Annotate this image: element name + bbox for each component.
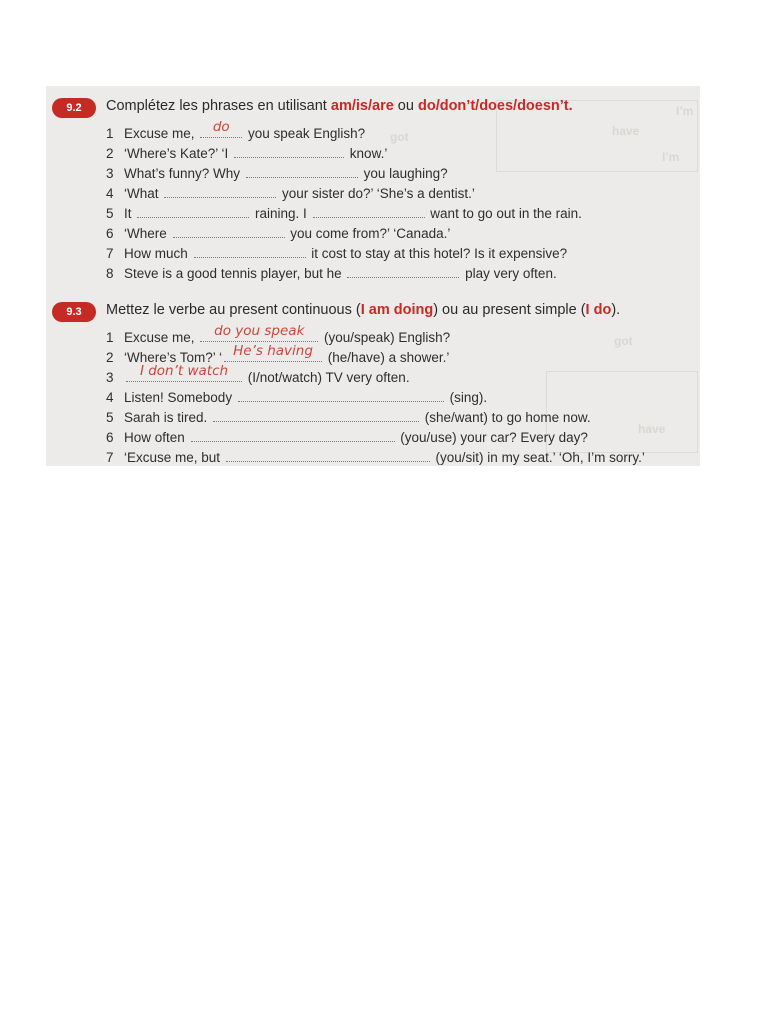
answer-blank[interactable] [126,363,242,382]
bleed-text: got [614,334,633,348]
exercise-instruction: Mettez le verbe au present continuous (I am doing) ou au present simple (I do). [106,302,621,318]
bleed-text: I’m [662,150,680,164]
bleed-text: got [390,130,409,144]
handwritten-answer: He’s having [233,343,313,359]
exercise-item: 7 ‘Excuse me, but (you/sit) in my seat.’ ‘Oh, I’m sorry.’ [106,450,645,465]
exercise-item: 7 How much it cost to stay at this hotel? Is it expensive? [106,246,568,261]
answer-blank[interactable] [313,206,425,218]
exercise-item: 8 Steve is a good tennis player, but he play very often. [106,266,557,281]
textbook-scan [46,86,700,466]
handwritten-answer: do you speak [214,323,305,339]
answer-blank[interactable] [137,206,249,218]
handwritten-answer: do [212,119,230,135]
exercise-item: 3 I don’t watch (I/not/watch) TV very often. [106,363,410,385]
bleed-text: I’m [676,104,694,118]
answer-blank[interactable] [191,430,395,442]
answer-blank[interactable] [234,146,344,158]
exercise-instruction: Complétez les phrases en utilisant am/is/are ou do/don’t/does/doesn’t. [106,98,573,114]
exercise-item: 3 What’s funny? Why you laughing? [106,166,448,181]
handwritten-answer: I don’t watch [139,363,229,379]
exercise-item: 2 ‘Where’s Kate?’ ‘I know.’ [106,146,388,161]
exercise-item: 6 How often (you/use) your car? Every day? [106,430,588,445]
exercise-item: 6 ‘Where you come from?’ ‘Canada.’ [106,226,451,241]
answer-blank[interactable] [164,186,276,198]
answer-blank[interactable] [226,450,430,462]
answer-blank[interactable] [213,410,419,422]
exercise-badge: 9.2 [52,98,96,118]
bleed-text: have [638,422,666,436]
exercise-item: 4 Listen! Somebody (sing). [106,390,488,405]
exercise-item: 2 ‘Where’s Tom?’ ‘ He’s having (he/have) a shower.’ [106,343,450,365]
exercise-badge: 9.3 [52,302,96,322]
answer-blank[interactable] [224,343,322,362]
exercise-item: 5 It raining. I want to go out in the rain. [106,206,582,221]
answer-blank[interactable] [200,119,242,138]
answer-blank[interactable] [238,390,444,402]
answer-blank[interactable] [347,266,459,278]
answer-blank[interactable] [200,323,318,342]
exercise-9-3 [52,300,700,466]
exercise-item: 4 ‘What your sister do?’ ‘She’s a dentist.’ [106,186,475,201]
answer-blank[interactable] [246,166,358,178]
bleed-text: have [612,124,640,138]
exercise-9-2 [52,96,700,284]
answer-blank[interactable] [194,246,306,258]
exercise-item: 1 Excuse me, do you speak English? [106,119,366,141]
exercise-item: 1 Excuse me, do you speak (you/speak) English? [106,323,451,345]
answer-blank[interactable] [173,226,285,238]
exercise-header [52,96,700,122]
exercise-item: 5 Sarah is tired. (she/want) to go home now. [106,410,591,425]
exercise-header [52,300,700,326]
